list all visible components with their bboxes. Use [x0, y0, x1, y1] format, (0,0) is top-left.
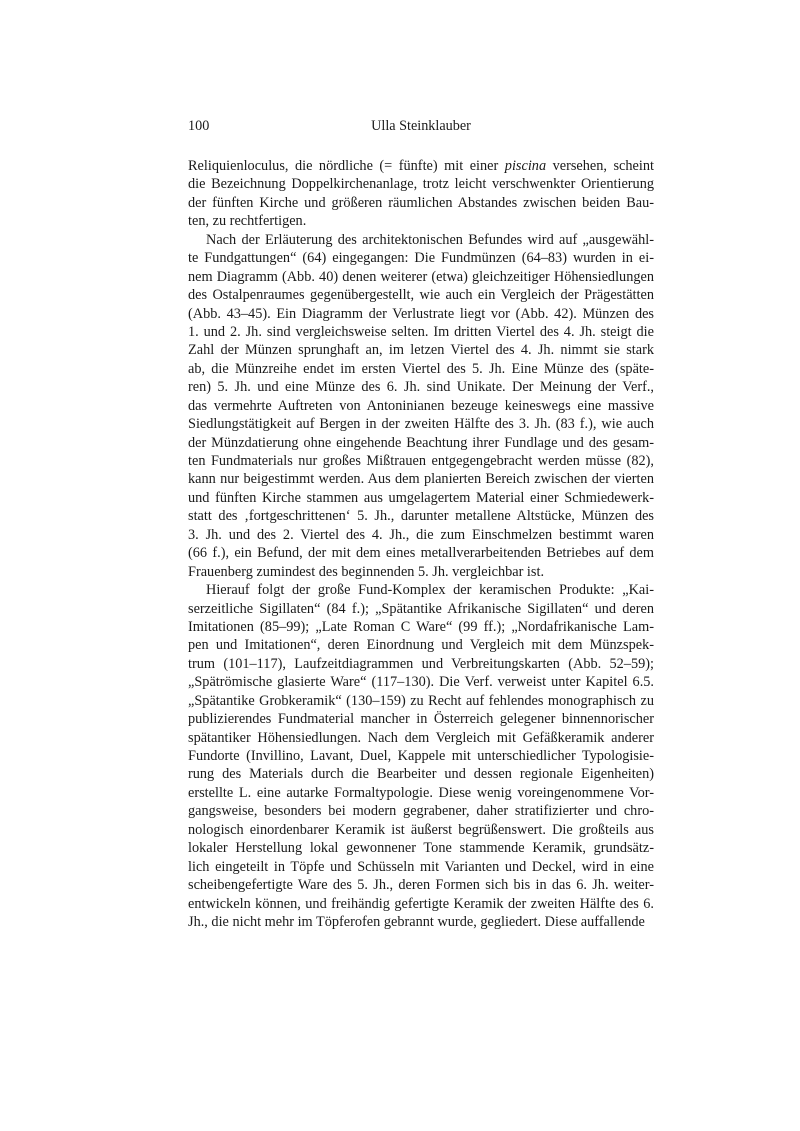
text-line: ten Fundmaterials nur großes Mißtrauen entgegengebracht werden müsse (82),	[188, 453, 654, 469]
text-line: kann nur beigestimmt werden. Aus dem planierten Bereich zwischen der vierten	[188, 471, 654, 488]
text-line: der fünften Kirche und größeren räumlichen Abstandes zwischen beiden Bau-	[188, 194, 654, 211]
text-line: spätantiker Höhensiedlungen. Nach dem Vergleich mit Gefäßkeramik anderer	[188, 729, 654, 746]
text-line: Frauenberg zumindest des beginnenden 5. Jh. vergleichbar ist.	[188, 563, 545, 580]
text-line: Jh., die nicht mehr im Töpferofen gebrannt wurde, gegliedert. Diese auffallende	[188, 913, 645, 930]
paragraph	[188, 157, 654, 231]
paragraph	[188, 581, 654, 931]
text-line: serzeitliche Sigillaten“ (84 f.); „Spätantike Afrikanische Sigillaten“ und deren	[188, 600, 654, 617]
text-line: ren) 5. Jh. und eine Münze des 6. Jh. sind Unikate. Der Meinung der Verf.,	[188, 379, 654, 396]
text-line: pen und Imitationen“, deren Einordnung und Vergleich mit dem Münzspek-	[188, 637, 654, 654]
paragraph	[188, 231, 654, 581]
text-line: scheibengefertigte Ware des 5. Jh., deren Formen sich bis in das 6. Jh. weiter-	[188, 877, 654, 894]
text-line: ten, zu rechtfertigen.	[188, 213, 307, 230]
text-line: die Bezeichnung Doppelkirchenanlage, trotz leicht verschwenkter Orientierung	[188, 176, 654, 193]
text-line: das vermehrte Auftreten von Antoninianen bezeuge keineswegs eine massive	[188, 397, 654, 414]
text-line: Reliquienloculus, die nördliche (= fünfte) mit einer piscina versehen, scheint	[188, 158, 654, 174]
text-line: Imitationen (85–99); „Late Roman C Ware“ (99 ff.); „Nordafrikanische Lam-	[188, 618, 654, 635]
text-line: „Spätantike Grobkeramik“ (130–159) zu Recht auf fehlendes monographisch zu	[188, 692, 654, 709]
text-line: nem Diagramm (Abb. 40) denen weiterer (etwa) gleichzeitiger Höhensiedlungen	[188, 268, 654, 285]
text-line: erstellte L. eine autarke Formaltypologie. Diese wenig voreingenommene Vor-	[188, 784, 654, 801]
text-line: Siedlungstätigkeit auf Bergen in der zweiten Hälfte des 3. Jh. (83 f.), wie auch	[188, 416, 654, 433]
text-line: te Fundgattungen“ (64) eingegangen: Die Fundmünzen (64–83) wurden in ei-	[188, 250, 654, 267]
text-line: und fünften Kirche stammen aus umgelagertem Material einer Schmiedewerk-	[188, 489, 654, 506]
text-line: lokaler Herstellung lokal gewonnener Tone stammende Keramik, grundsätz-	[188, 840, 654, 857]
text-line: rung des Materials durch die Bearbeiter und dessen regionale Eigenheiten)	[188, 766, 654, 783]
text-line: (Abb. 43–45). Ein Diagramm der Verlustrate liegt vor (Abb. 42). Münzen des	[188, 305, 654, 322]
body-text	[188, 157, 654, 931]
text-line: Zahl der Münzen sprunghaft an, im letzen Viertel des 4. Jh. nimmt sie stark	[188, 342, 654, 359]
text-line: Nach der Erläuterung des architektonischen Befundes wird auf „ausgewähl-	[206, 231, 654, 248]
text-line: nologisch einordenbarer Keramik ist äußerst begrüßenswert. Die großteils aus	[188, 821, 654, 838]
text-line: 1. und 2. Jh. sind vergleichsweise selten. Im dritten Viertel des 4. Jh. steigt die	[188, 323, 654, 340]
text-line: ab, die Münzreihe endet im ersten Viertel des 5. Jh. Eine Münze des (späte-	[188, 360, 654, 377]
text-line: des Ostalpenraumes gegenübergestellt, wie auch ein Vergleich der Prägestätten	[188, 287, 654, 304]
text-line: lich eingeteilt in Töpfe und Schüsseln mit Varianten und Deckel, wird in eine	[188, 858, 654, 875]
text-line: „Spätrömische glasierte Ware“ (117–130). Die Verf. verweist unter Kapitel 6.5.	[188, 674, 654, 691]
text-line: Hierauf folgt der große Fund-Komplex der keramischen Produkte: „Kai-	[206, 582, 654, 599]
text-line: statt des ‚fortgeschrittenen‘ 5. Jh., darunter metallene Altstücke, Münzen des	[188, 508, 654, 525]
italic-term: piscina	[504, 158, 547, 174]
text-line: Fundorte (Invillino, Lavant, Duel, Kappele mit unterschiedlicher Typologisie-	[188, 748, 654, 764]
text-line: publizierendes Fundmaterial mancher in Österreich gelegener binnennorischer	[188, 711, 654, 728]
text-line: entwickeln können, und freihändig gefertigte Keramik der zweiten Hälfte des 6.	[188, 895, 654, 912]
running-head: Ulla Steinklauber	[371, 118, 471, 134]
text-line: (66 f.), ein Befund, der mit dem eines metallverarbeitenden Betriebes auf dem	[188, 545, 654, 562]
page-number: 100	[188, 118, 210, 134]
text-line: der Münzdatierung ohne eingehende Beachtung ihrer Fundlage und des gesam-	[188, 434, 654, 451]
text-line: trum (101–117), Laufzeitdiagrammen und Verbreitungskarten (Abb. 52–59);	[188, 655, 654, 672]
text-line: gangsweise, besonders bei modern gegrabener, daher stratifizierter und chro-	[188, 803, 654, 820]
text-line: 3. Jh. und des 2. Viertel des 4. Jh., die zum Einschmelzen bestimmt waren	[188, 526, 654, 543]
page-header	[188, 118, 654, 138]
